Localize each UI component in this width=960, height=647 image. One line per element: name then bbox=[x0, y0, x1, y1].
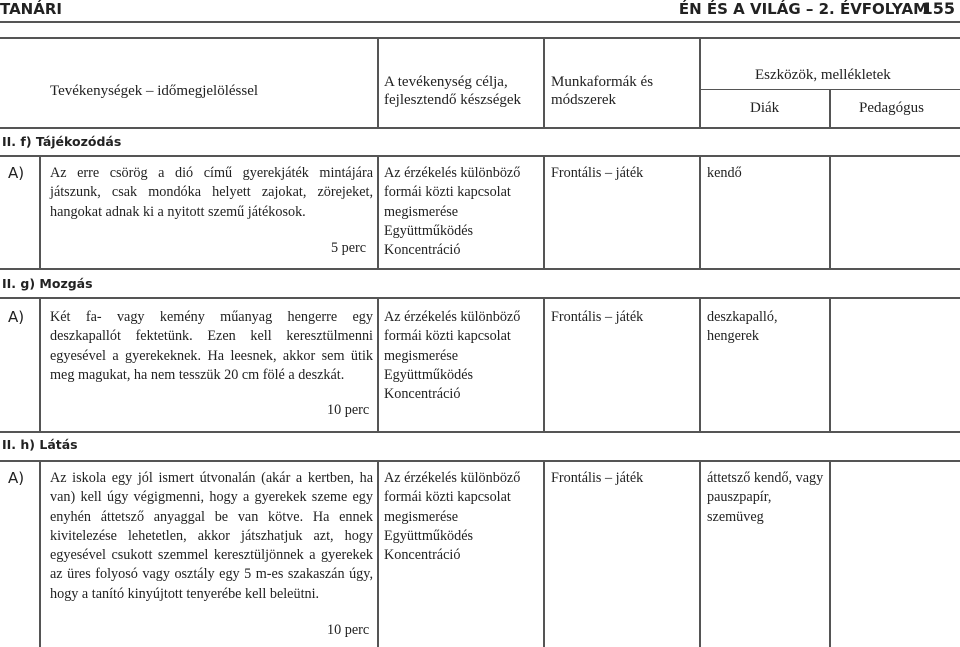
col-header-methods bbox=[551, 73, 653, 109]
col-divider bbox=[543, 460, 545, 647]
section-g-title-rule bbox=[0, 268, 960, 270]
goal-item: megismerése bbox=[384, 203, 459, 220]
table-header-bottom-rule bbox=[0, 127, 960, 129]
col-divider bbox=[39, 297, 41, 431]
col-header-methods-line2: módszerek bbox=[551, 92, 616, 108]
goal-item: Koncentráció bbox=[384, 242, 461, 259]
col-divider bbox=[39, 155, 41, 268]
goal-item: Koncentráció bbox=[384, 547, 461, 564]
section-h-rule bbox=[0, 460, 960, 462]
goal-item: Az érzékelés különböző bbox=[384, 165, 521, 181]
page-number: 155 bbox=[921, 0, 955, 18]
col-header-tools: Eszközök, mellékletek bbox=[755, 67, 891, 83]
col-header-activity: Tevékenységek – időmegjelöléssel bbox=[50, 83, 259, 99]
section-g-rule bbox=[0, 297, 960, 299]
row-label: A) bbox=[8, 469, 25, 487]
table-top-rule bbox=[0, 37, 960, 39]
goal-item: megismerése bbox=[384, 508, 459, 525]
goal-item: megismerése bbox=[384, 347, 459, 364]
col-divider bbox=[39, 460, 41, 647]
goal-list bbox=[384, 308, 520, 404]
activity-description: Két fa- vagy kemény műanyag hengerre egy deszkapallót fektetünk. Ezen kell keresztülmenni egyesével a gyerekeknek. Ha leesnek, akkor sem ütik meg magukat, ha nem tesszük 20 cm fölé a deszkát. bbox=[50, 309, 373, 383]
col-divider bbox=[829, 155, 831, 268]
col-divider-4 bbox=[829, 89, 831, 127]
goal-item: Együttműködés bbox=[384, 222, 474, 239]
goal-item: formái közti kapcsolat bbox=[384, 184, 511, 201]
goal-item: Az érzékelés különböző bbox=[384, 470, 521, 486]
activity-duration: 10 perc bbox=[327, 622, 370, 638]
method: Frontális – játék bbox=[551, 470, 644, 486]
col-divider-3 bbox=[699, 37, 701, 127]
goal-item: formái közti kapcsolat bbox=[384, 489, 511, 506]
col-divider bbox=[377, 155, 379, 268]
col-header-goal-line2: fejlesztendő készségek bbox=[384, 92, 522, 108]
col-divider bbox=[699, 155, 701, 268]
page-header-right: ÉN ÉS A VILÁG – 2. ÉVFOLYAM bbox=[678, 0, 928, 18]
col-header-teacher: Pedagógus bbox=[859, 100, 924, 116]
goal-item: Az érzékelés különböző bbox=[384, 309, 521, 325]
header-rule bbox=[0, 21, 960, 23]
section-f-rule bbox=[0, 155, 960, 157]
page-header-left: TANÁRI bbox=[0, 0, 62, 18]
row-label: A) bbox=[8, 308, 25, 326]
goal-item: formái közti kapcsolat bbox=[384, 328, 511, 345]
student-tools: kendő bbox=[707, 165, 742, 181]
col-divider-1 bbox=[377, 37, 379, 127]
col-divider bbox=[829, 297, 831, 431]
method: Frontális – játék bbox=[551, 309, 644, 325]
col-divider bbox=[699, 297, 701, 431]
col-header-methods-line1: Munkaformák és bbox=[551, 74, 654, 90]
col-divider bbox=[377, 297, 379, 431]
activity-description: Az erre csörög a dió című gyerekjáték mintájára játszunk, csak mondóka helyett zajokat, zörejeket, hangokat adnak ki a nyitott szemű játékosok. bbox=[50, 165, 373, 220]
goal-item: Koncentráció bbox=[384, 386, 461, 403]
col-divider-2 bbox=[543, 37, 545, 127]
activity-duration: 5 perc bbox=[331, 240, 367, 256]
row-label: A) bbox=[8, 164, 25, 182]
col-divider bbox=[543, 297, 545, 431]
section-h-title-rule bbox=[0, 431, 960, 433]
goal-list bbox=[384, 164, 520, 260]
student-tools: áttetsző kendő, vagy pauszpapír, szemüveg bbox=[707, 470, 824, 525]
col-divider bbox=[829, 460, 831, 647]
section-title: II. f) Tájékozódás bbox=[2, 134, 122, 149]
goal-item: Együttműködés bbox=[384, 527, 474, 544]
method: Frontális – játék bbox=[551, 165, 644, 181]
goal-item: Együttműködés bbox=[384, 366, 474, 383]
student-tools: deszkapalló, hengerek bbox=[707, 309, 778, 345]
col-divider bbox=[543, 155, 545, 268]
col-header-goal bbox=[384, 73, 521, 109]
section-title: II. g) Mozgás bbox=[2, 276, 93, 291]
col-divider bbox=[699, 460, 701, 647]
goal-list bbox=[384, 469, 520, 565]
activity-duration: 10 perc bbox=[327, 402, 370, 418]
col-header-student: Diák bbox=[750, 100, 780, 116]
activity-description: Az iskola egy jól ismert útvonalán (akár a kertben, ha van) kell úgy végigmenni, hogy a gyerekek szeme egy enyhén áttetsző anyaggal be van kötve. Ha ennek kivitelezése lehetetlen, akkor játszhatjuk azt, hogy egyesével csukott szemmel keresztüljönnek a gyerekek az üres folyosó vagy osztály egy 5 m-es szakaszán úgy, hogy a tanító kinyújtott tenyerébe kell beleütni. bbox=[50, 470, 373, 602]
col-header-goal-line1: A tevékenység célja, bbox=[384, 74, 508, 90]
col-divider bbox=[377, 460, 379, 647]
section-title: II. h) Látás bbox=[2, 437, 78, 452]
